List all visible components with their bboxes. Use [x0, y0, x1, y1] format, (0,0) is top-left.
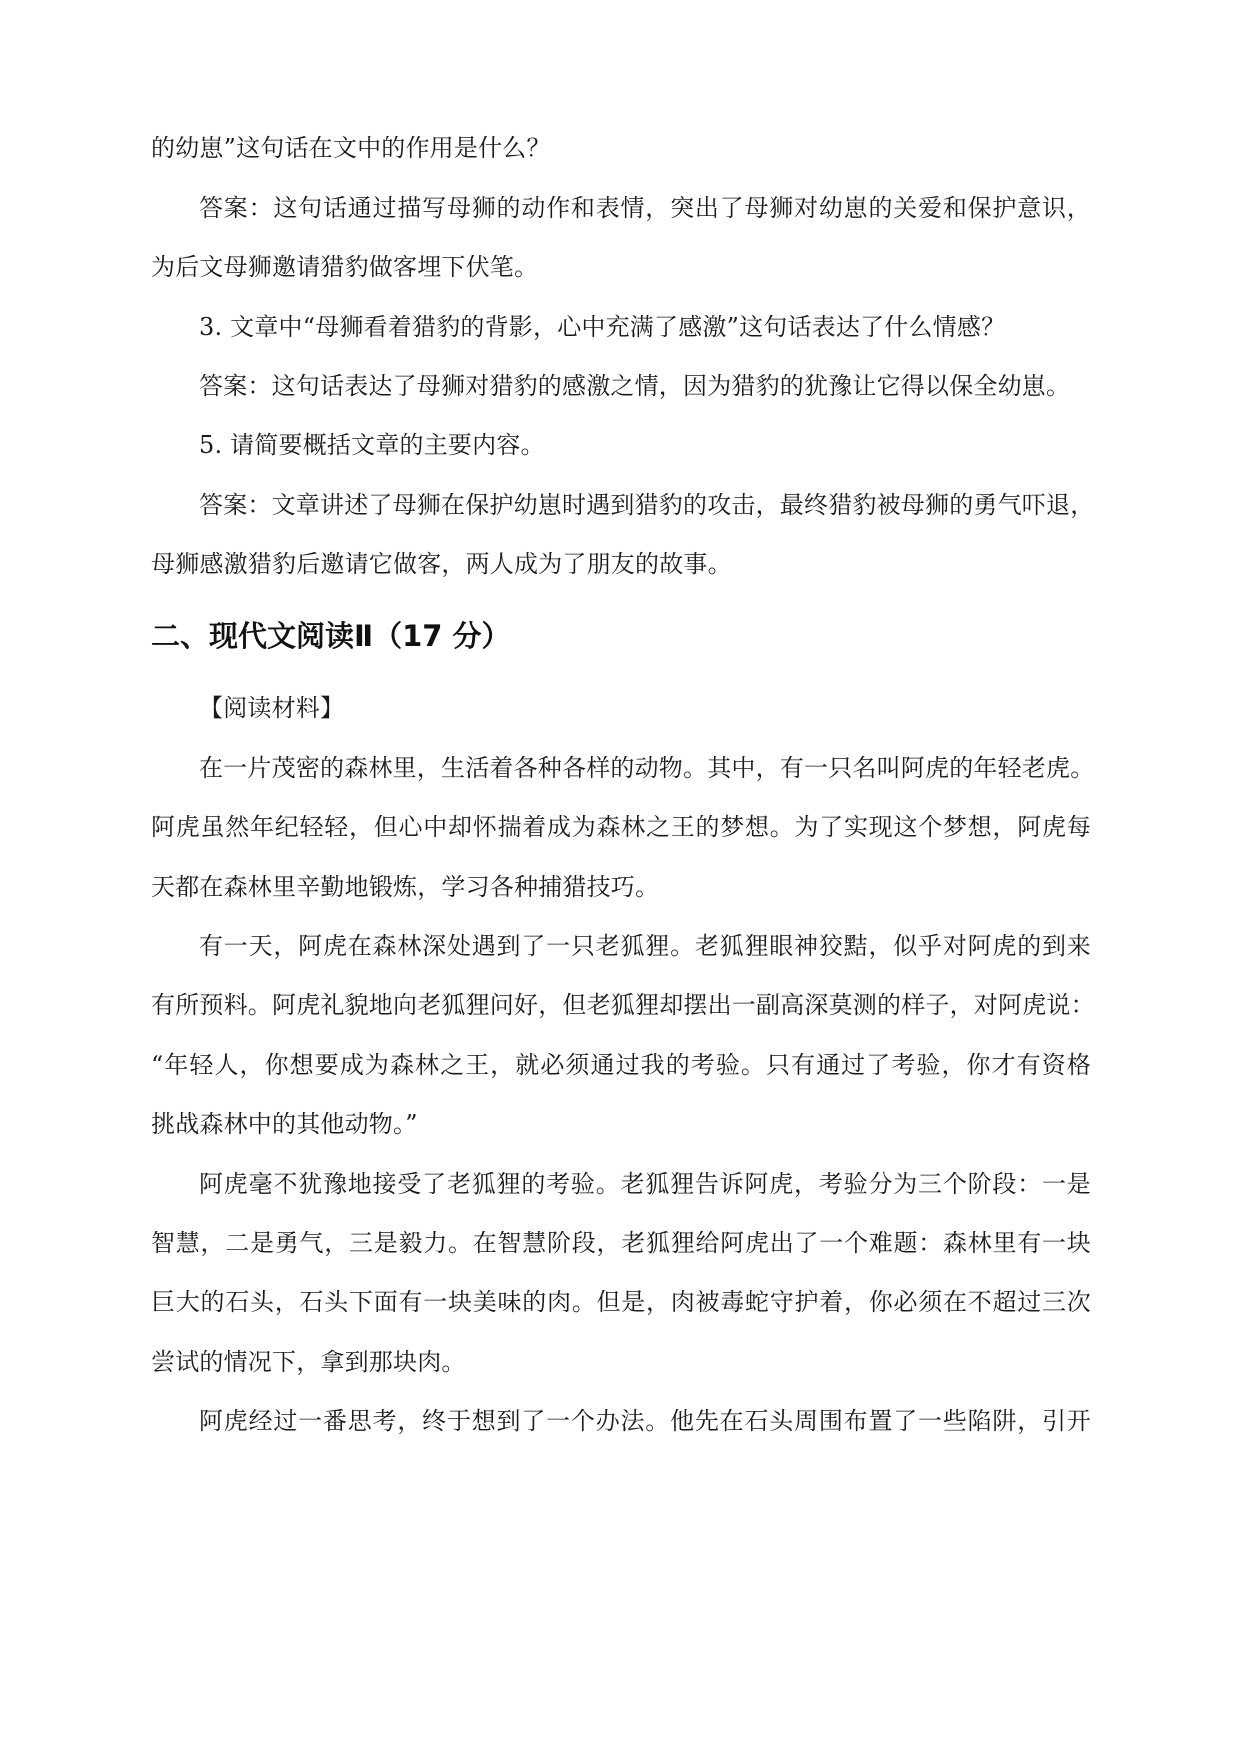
material-label: 【阅读材料】	[199, 694, 345, 722]
paragraph-1-line-3: 天都在森林里辛勤地锻炼，学习各种捕猎技巧。	[151, 873, 660, 901]
answer-3: 答案：这句话表达了母狮对猎豹的感激之情，因为猎豹的犹豫让它得以保全幼崽。	[199, 372, 1071, 400]
paragraph-3-line-3: 巨大的石头，石头下面有一块美味的肉。但是，肉被毒蛇守护着，你必须在不超过三次	[151, 1288, 1091, 1316]
question-2-tail: 的幼崽”这句话在文中的作用是什么？	[151, 134, 551, 162]
answer-5-line-1: 答案：文章讲述了母狮在保护幼崽时遇到猎豹的攻击，最终猎豹被母狮的勇气吓退，	[199, 491, 1095, 519]
answer-5-line-2: 母狮感激猎豹后邀请它做客，两人成为了朋友的故事。	[151, 550, 732, 578]
paragraph-2-line-4: 挑战森林中的其他动物。”	[151, 1110, 418, 1138]
paragraph-2-line-1: 有一天，阿虎在森林深处遇到了一只老狐狸。老狐狸眼神狡黠，似乎对阿虎的到来	[199, 932, 1091, 960]
question-3: 3. 文章中“母狮看着猎豹的背影，心中充满了感激”这句话表达了什么情感？	[199, 313, 1006, 341]
document-page	[151, 0, 1095, 1754]
paragraph-3-line-2: 智慧，二是勇气，三是毅力。在智慧阶段，老狐狸给阿虎出了一个难题：森林里有一块	[151, 1229, 1091, 1257]
answer-2-line-2: 为后文母狮邀请猎豹做客埋下伏笔。	[151, 253, 539, 281]
paragraph-1-line-2: 阿虎虽然年纪轻轻，但心中却怀揣着成为森林之王的梦想。为了实现这个梦想，阿虎每	[151, 813, 1091, 841]
paragraph-2-line-2: 有所预料。阿虎礼貌地向老狐狸问好，但老狐狸却摆出一副高深莫测的样子，对阿虎说：	[151, 991, 1095, 1019]
paragraph-2-line-3: “年轻人，你想要成为森林之王，就必须通过我的考验。只有通过了考验，你才有资格	[151, 1051, 1091, 1079]
section-heading: 二、现代文阅读Ⅱ（17 分）	[151, 619, 511, 653]
paragraph-3-line-1: 阿虎毫不犹豫地接受了老狐狸的考验。老狐狸告诉阿虎，考验分为三个阶段：一是	[199, 1170, 1091, 1198]
answer-2-line-1: 答案：这句话通过描写母狮的动作和表情，突出了母狮对幼崽的关爱和保护意识，	[199, 194, 1091, 222]
question-5: 5. 请简要概括文章的主要内容。	[199, 431, 545, 459]
paragraph-3-line-4: 尝试的情况下，拿到那块肉。	[151, 1348, 466, 1376]
paragraph-4-line-1: 阿虎经过一番思考，终于想到了一个办法。他先在石头周围布置了一些陷阱，引开	[199, 1407, 1091, 1435]
paragraph-1-line-1: 在一片茂密的森林里，生活着各种各样的动物。其中，有一只名叫阿虎的年轻老虎。	[199, 754, 1095, 782]
